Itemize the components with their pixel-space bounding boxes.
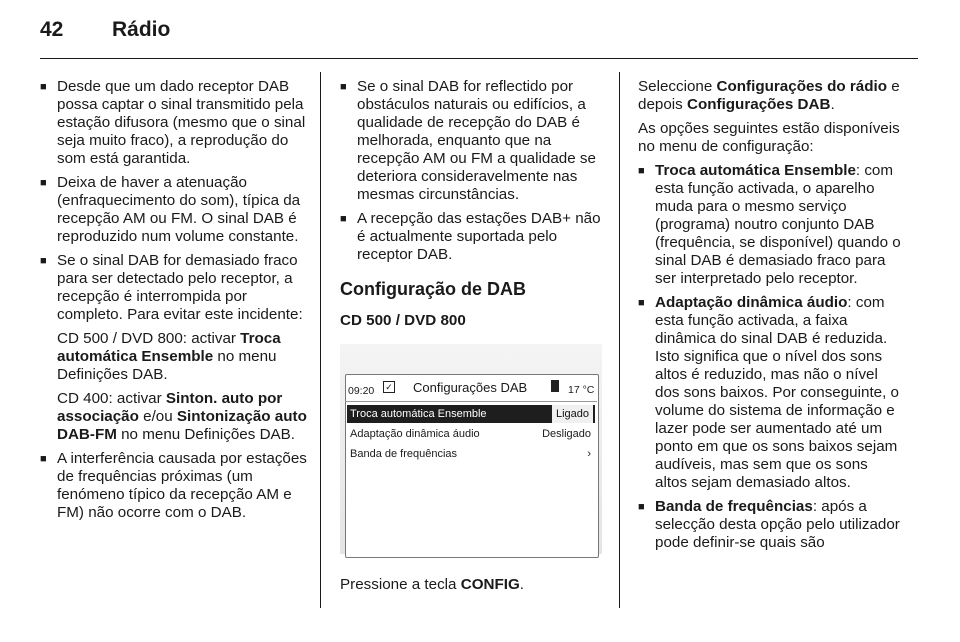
- menu-row-dynamic-audio[interactable]: [347, 425, 595, 443]
- option-name: Banda de frequências: [655, 498, 813, 515]
- screen-divider: [345, 401, 597, 402]
- bullet-item: [638, 294, 904, 492]
- bullet-item: [638, 162, 904, 288]
- page-number: 42: [40, 18, 64, 41]
- page-header: [0, 0, 960, 62]
- bullet-item: ■ A recepção das estações DAB+ não é actualmente suportada pelo receptor DAB.: [340, 210, 606, 264]
- dab-settings-screen: [340, 344, 602, 554]
- column-divider-1: [320, 72, 321, 608]
- menu-option-ref: Sintonização auto DAB-FM: [57, 408, 307, 443]
- menu-row-value: Ligado: [552, 405, 593, 423]
- options-intro: As opções seguintes estão disponíveis no menu de configuração:: [638, 120, 900, 155]
- text-run: CD 500 / DVD 800: activar: [57, 330, 241, 347]
- menu-option-ref: Sinton. auto por associação: [57, 390, 283, 425]
- chevron-right-icon: ›: [587, 448, 591, 460]
- instruction-cd400: [40, 390, 308, 444]
- instruction-press-config: [340, 576, 606, 594]
- instruction-cd500: [40, 330, 308, 384]
- bullet-item: [638, 498, 904, 552]
- menu-row-ensemble[interactable]: [347, 405, 595, 423]
- option-description: : com esta função activada, o aparelho muda para o mesmo serviço (programa) noutro conjunto DAB (frequência, se disponível) quando o sinal DAB é demasiado fraco para ser interpretado pelo receptor.: [655, 162, 901, 287]
- column-3: [638, 78, 904, 558]
- option-name: Troca automática Ensemble: [655, 162, 856, 179]
- screen-status-bar: [345, 377, 597, 399]
- column-1: [40, 78, 308, 528]
- bullet-item: ■ Se o sinal DAB for reflectido por obstáculos naturais ou edifícios, a qualidade de recepção do DAB é melhorada, enquanto que na recepção AM ou FM a qualidade se deteriora consideravelmente nas mesmas circunstâncias.: [340, 78, 606, 204]
- menu-row-value: Desligado: [542, 428, 591, 440]
- menu-option-ref: Configurações DAB: [686, 96, 831, 113]
- bullet-item: ■ A interferência causada por estações de frequências próximas (um fenómeno típico da recepção AM e FM) não ocorre com o DAB.: [40, 450, 308, 522]
- bullet-item: ■ Desde que um dado receptor DAB possa captar o sinal transmitido pela estação difusora (mesmo que o sinal seja muito fraco), a reprodução do som está garantida.: [40, 78, 308, 168]
- bullet-item: ■ Deixa de haver a atenuação (enfraquecimento do som), típica da recepção AM ou FM. O sinal DAB é reproduzido num volume constante.: [40, 174, 308, 246]
- instruction-select: [638, 78, 904, 114]
- text-run: e depois: [638, 78, 900, 113]
- text-run: CD 400: activar: [57, 390, 166, 407]
- text-run: no menu Definições DAB.: [116, 426, 296, 443]
- phone-icon: [551, 380, 559, 392]
- section-title: Configuração de DAB: [340, 279, 527, 299]
- column-2: [340, 78, 606, 600]
- screen-temperature: 17 °C: [568, 384, 595, 396]
- menu-row-frequency-band[interactable]: [347, 445, 595, 463]
- text-run: Seleccione: [638, 78, 717, 95]
- menu-row-label: Adaptação dinâmica áudio: [350, 428, 480, 440]
- option-description: : com esta função activada, a faixa dinâmica do sinal DAB é reduzida. Isto significa que o nível dos sons altos é reduzido, mas não o nível dos sons baixos. Por conseguinte, o volume do sistema de informação e lazer pode ser aumentado até um ponto em que os sons baixos sejam audíveis, mas sem que os sons altos sejam demasiado altos.: [655, 294, 899, 491]
- menu-option-ref: Troca automática Ensemble: [57, 330, 281, 365]
- bullet-item: ■ Se o sinal DAB for demasiado fraco para ser detectado pelo receptor, a recepção é interrompida por completo. Para evitar este incidente:: [40, 252, 308, 324]
- screen-clock: 09:20: [348, 385, 375, 397]
- option-description: : após a selecção desta opção pelo utilizador pode definir-se quais são: [655, 498, 900, 551]
- text-run: .: [519, 576, 525, 593]
- key-name: CONFIG: [460, 576, 520, 593]
- page-title: Rádio: [112, 18, 171, 41]
- text-run: Pressione a tecla: [340, 576, 461, 593]
- subsection-title: CD 500 / DVD 800: [340, 312, 466, 329]
- screen-title: Configurações DAB: [413, 380, 528, 395]
- back-icon: ✓: [383, 381, 395, 393]
- header-rule: [40, 58, 918, 59]
- option-name: Adaptação dinâmica áudio: [655, 294, 848, 311]
- text-run: no menu Definições DAB.: [57, 348, 277, 383]
- text-run: .: [830, 96, 835, 113]
- menu-row-label: Troca automática Ensemble: [350, 408, 487, 420]
- text-run: e/ou: [138, 408, 177, 425]
- column-divider-2: [619, 72, 620, 608]
- menu-option-ref: Configurações do rádio: [716, 78, 887, 95]
- menu-row-label: Banda de frequências: [350, 448, 458, 460]
